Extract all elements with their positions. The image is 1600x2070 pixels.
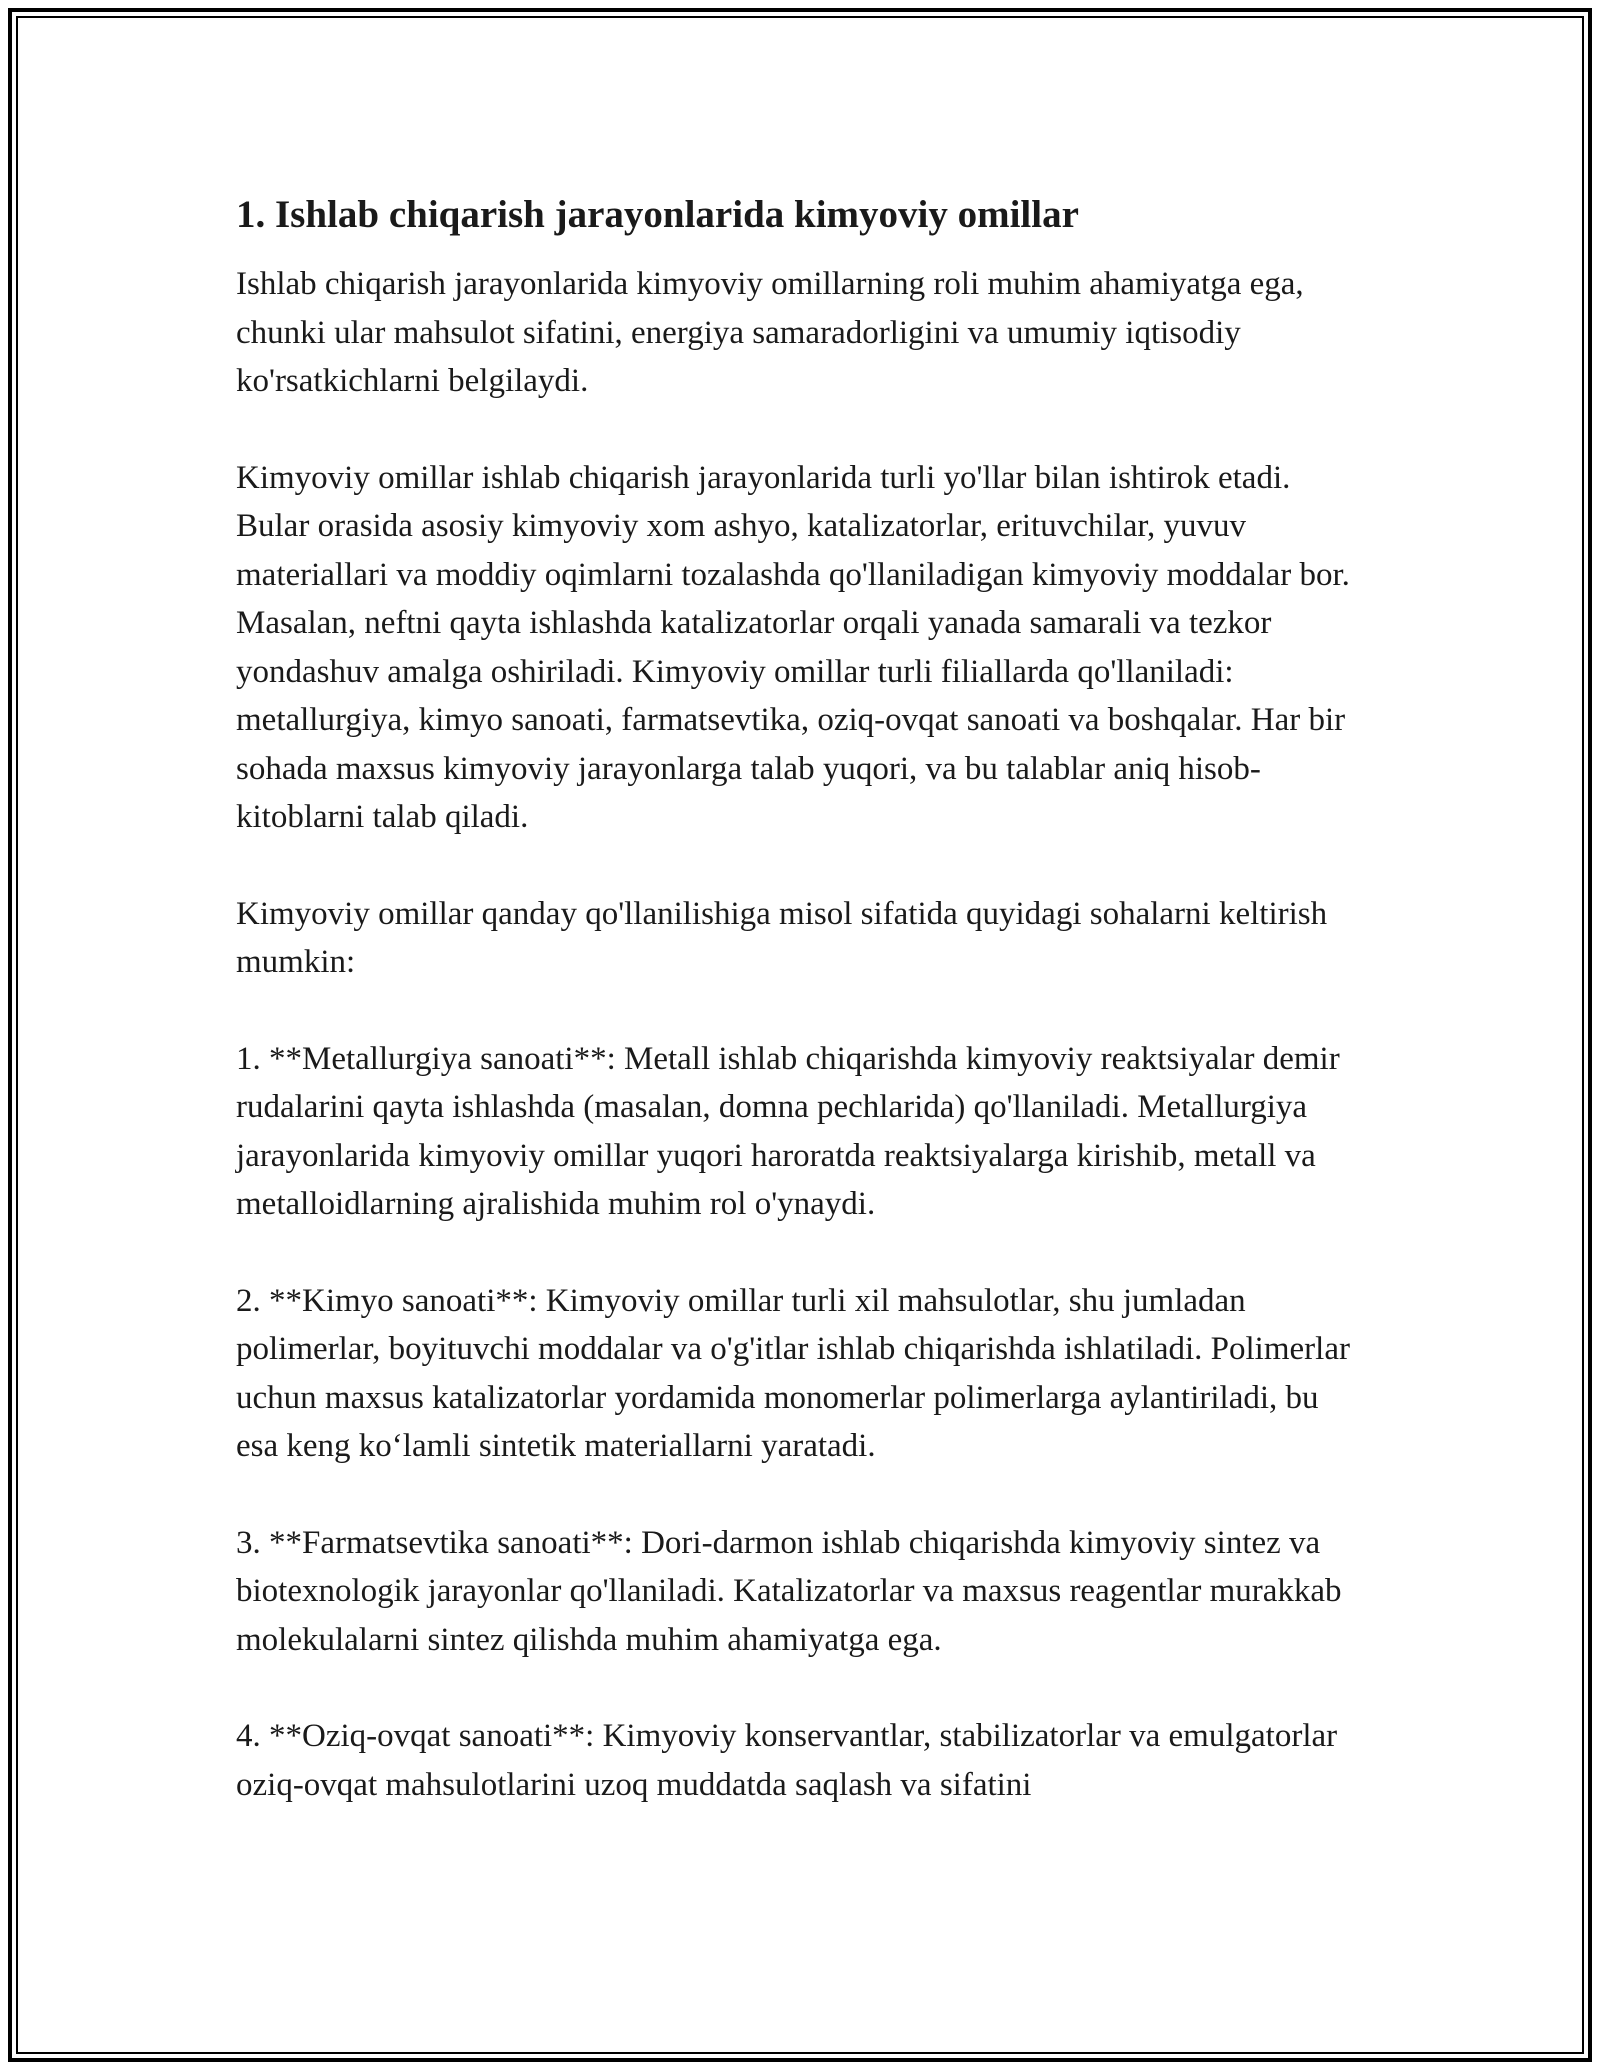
- section-heading: 1. Ishlab chiqarish jarayonlarida kimyoviy omillar: [236, 193, 1079, 236]
- paragraph-intro: Ishlab chiqarish jarayonlarida kimyoviy omillarning roli muhim ahamiyatga ega, chunki ular mahsulot sifatini, energiya samaradorligini va umumiy iqtisodiy ko'rsatkichlarni belgilaydi.: [236, 266, 1304, 399]
- document-body: [236, 190, 1366, 1857]
- paragraph-examples-intro: Kimyoviy omillar qanday qo'llanilishiga misol sifatida quyidagi sohalarni keltirish mumkin:: [236, 895, 1328, 980]
- paragraph-overview: Kimyoviy omillar ishlab chiqarish jarayonlarida turli yo'llar bilan ishtirok etadi. Bular orasida asosiy kimyoviy xom ashyo, katalizatorlar, erituvchilar, yuvuv materiallari va moddiy oqimlarni tozalashda qo'llaniladigan kimyoviy moddalar bor. Masalan, neftni qayta ishlashda katalizatorlar orqali yanada samarali va tezkor yondashuv amalga oshiriladi. Kimyoviy omillar turli filiallarda qo'llaniladi: metallurgiya, kimyo sanoati, farmatsevtika, oziq-ovqat sanoati va boshqalar. Har bir sohada maxsus kimyoviy jarayonlarga talab yuqori, va bu talablar aniq hisob-kitoblarni talab qiladi.: [236, 459, 1350, 835]
- list-item-food-industry: 4. **Oziq-ovqat sanoati**: Kimyoviy konservantlar, stabilizatorlar va emulgatorlar oziq-ovqat mahsulotlarini uzoq muddatda saqlash va sifatini: [236, 1718, 1338, 1803]
- list-item-metallurgy: 1. **Metallurgiya sanoati**: Metall ishlab chiqarishda kimyoviy reaktsiyalar demir rudalarini qayta ishlashda (masalan, domna pechlarida) qo'llaniladi. Metallurgiya jarayonlarida kimyoviy omillar yuqori haroratda reaktsiyalarga kirishib, metall va metalloidlarning ajralishida muhim rol o'ynaydi.: [236, 1040, 1340, 1222]
- list-item-chemical-industry: 2. **Kimyo sanoati**: Kimyoviy omillar turli xil mahsulotlar, shu jumladan polimerlar, boyituvchi moddalar va o'g'itlar ishlab chiqarishda ishlatiladi. Polimerlar uchun maxsus katalizatorlar yordamida monomerlar polimerlarga aylantiriladi, bu esa keng ko‘lamli sintetik materiallarni yaratadi.: [236, 1282, 1350, 1464]
- list-item-pharmaceutical: 3. **Farmatsevtika sanoati**: Dori-darmon ishlab chiqarishda kimyoviy sintez va biotexnologik jarayonlar qo'llaniladi. Katalizatorlar va maxsus reagentlar murakkab molekulalarni sintez qilishda muhim ahamiyatga ega.: [236, 1524, 1342, 1658]
